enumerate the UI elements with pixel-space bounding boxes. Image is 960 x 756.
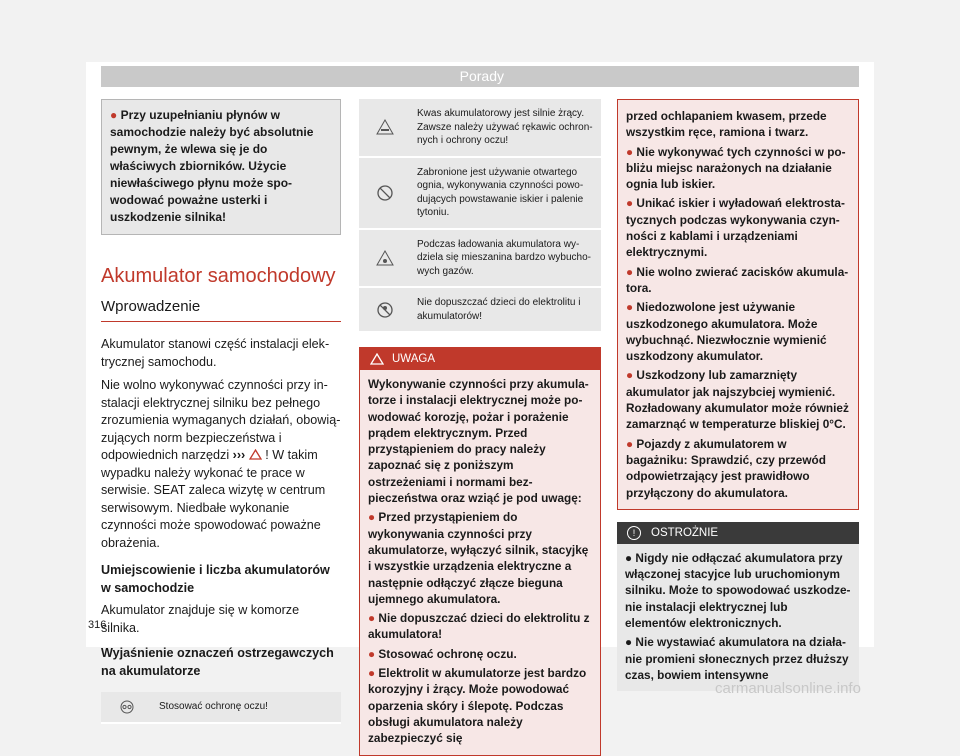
cell-icon — [359, 288, 411, 331]
paragraph-text: ! W takim wypadku należy wykonać te prace w serwisie. SEAT zaleca wizytę w centrum serwisowym. Niedbałe wykonanie czynności może spowodować poważne obrażenia. — [101, 448, 326, 550]
section-title: Porady — [459, 68, 504, 84]
symbol-row — [359, 99, 601, 158]
bullet: ● — [626, 368, 634, 383]
section-subtitle: Wprowadzenie — [101, 298, 201, 315]
warning-item — [626, 299, 850, 364]
warning-item-text: Stosować ochronę oczu. — [378, 646, 517, 661]
cell-icon — [101, 692, 153, 722]
warning-triangle-icon — [370, 353, 384, 365]
page-number: 316 — [88, 619, 107, 631]
bullet: ● — [368, 611, 376, 626]
warning-box — [359, 347, 601, 756]
eye-protection-icon — [119, 700, 135, 714]
warning-body — [618, 100, 858, 509]
paragraph: Akumulator stanowi część instalacji elektrycznej samochodu. — [101, 337, 330, 369]
cell-icon — [359, 158, 411, 228]
note-text: Przy uzupełnianiu płynów w samochodzie należy być absolutnie pewnym, że wlewa się je do właściwych zbiorników. Użycie niewłaściwego płynu może spowodować poważne usterki i uszkodzenie silnika! — [110, 108, 314, 224]
caution-item — [625, 550, 851, 631]
warning-item-text: Przed przystąpieniem do wykonywania czynności przy akumulatorze, wyłączyć silnik, stacyjkę i wszystkie urządzenia elektryczne a następnie odłączyć złącze bieguna ujemnego akumulatora. — [368, 510, 589, 606]
warning-item — [626, 144, 850, 193]
cell-text: Nie dopuszczać dzieci do elektrolitu i akumulatorów! — [417, 297, 581, 322]
warning-item — [626, 195, 850, 260]
warning-item — [626, 367, 850, 432]
keep-children-away-icon — [377, 302, 393, 318]
cell-text: Kwas akumulatorowy jest silnie żrący. Zawsze należy używać rękawic ochronnych i ochrony oczu! — [417, 108, 593, 146]
caution-box — [617, 522, 859, 691]
bullet: ● — [368, 666, 376, 681]
divider — [101, 321, 341, 322]
column-3 — [617, 99, 859, 691]
warning-title: UWAGA — [392, 353, 436, 365]
no-fire-icon — [377, 185, 393, 201]
cell-text: Podczas ładowania akumulatora wydziela się mieszanina bardzo wybuchowych gazów. — [417, 238, 591, 277]
caution-title: OSTROŻNIE — [651, 526, 719, 539]
warning-box-continued — [617, 99, 859, 510]
warning-item — [626, 436, 850, 501]
explosive-icon — [376, 250, 394, 266]
bullet: ● — [626, 144, 634, 159]
warning-item-text: Nie wolno zwierać zacisków akumulatora. — [626, 264, 849, 295]
caution-body — [617, 544, 859, 691]
caution-item — [625, 634, 851, 683]
warning-item-text: Pojazdy z akumulatorem w bagażniku: Sprawdzić, czy przewód odpowietrzający jest prawidłowo przyłączony do akumulatora. — [626, 436, 826, 500]
cell-text: Stosować ochronę oczu! — [159, 701, 268, 712]
warning-header — [360, 348, 600, 370]
cell-text: Zabronione jest używanie otwartego ognia, wykonywania czynności powodujących powstawanie iskier i palenie tytoniu. — [417, 166, 584, 218]
warning-item — [368, 646, 592, 662]
section-header — [101, 66, 859, 87]
caution-item-text: Nie wystawiać akumulatora na działanie promieni słonecznych przez dłuższy czas, bowiem intensywne — [625, 635, 849, 682]
warning-item-text: Elektrolit w akumulatorze jest bardzo korozyjny i żrący. Może powodować oparzenia skóry i ślepotę. Podczas obsługi akumulatora należy zabezpieczyć się — [368, 666, 587, 746]
warning-item — [368, 509, 592, 607]
paragraph: Akumulator znajduje się w komorze silnika. — [101, 603, 300, 635]
cell-icon — [359, 230, 411, 287]
warning-item — [368, 665, 592, 746]
bullet: ● — [368, 646, 376, 661]
paragraph-text: Nie wolno wykonywać czynności przy instalacji elektrycznej silniku bez pełnego zrozumienia wymaganych działań, obowiązujących norm bezpieczeństwa i odpowiednich narzędzi — [101, 378, 341, 462]
note-box — [101, 99, 341, 235]
symbol-row — [359, 230, 601, 289]
warning-item-text: Nie dopuszczać dzieci do elektrolitu z akumulatora! — [368, 611, 590, 642]
bullet: ● — [626, 196, 634, 211]
warning-continuation: przed ochlapaniem kwasem, przede wszystkim ręce, ramiona i twarz. — [626, 109, 827, 140]
bullet: ● — [625, 635, 633, 650]
caution-icon: ! — [627, 526, 641, 540]
bullet: ● — [625, 550, 633, 565]
watermark: carmanualsonline.info — [715, 680, 861, 697]
caution-header — [617, 522, 859, 544]
corrosive-icon — [376, 119, 394, 135]
caution-item-text: Nigdy nie odłączać akumulatora przy włączonej stacyjce lub uruchomionym silniku. Może to spowodować uszkodzenie instalacji elektrycznej lub elementów elektronicznych. — [625, 550, 851, 631]
link-arrow[interactable]: ››› — [232, 448, 246, 462]
paragraph — [101, 377, 341, 552]
warning-triangle-icon — [249, 449, 262, 460]
warning-item — [626, 264, 850, 297]
column-2 — [359, 99, 601, 756]
warning-item-text: Niedozwolone jest używanie uszkodzonego akumulatora. Może wybuchnąć. Niezwłocznie wymienić uszkodzony akumulator. — [626, 300, 827, 364]
bullet: ● — [626, 300, 634, 315]
warning-item-text: Nie wykonywać tych czynności w pobliżu miejsc narażonych na działanie ognia lub iskier. — [626, 144, 846, 192]
bullet: ● — [368, 510, 376, 525]
subheading: Umiejscowienie i liczba akumulatorów w samochodzie — [101, 563, 330, 595]
warning-item — [368, 610, 592, 643]
cell-icon — [359, 99, 411, 156]
bullet: ● — [110, 108, 118, 122]
column-1 — [101, 99, 341, 724]
subheading: Wyjaśnienie oznaczeń ostrzegawczych na akumulatorze — [101, 646, 334, 678]
warning-intro: Wykonywanie czynności przy akumulatorze i instalacji elektrycznej może powodować korozję, pożar i porażenie prądem elektrycznym. Przed przystąpieniem do pracy należy zapoznać się z poniższym ostrzeżeniami i normami bezpieczeństwa oraz wziąć je pod uwagę: — [368, 377, 589, 506]
warning-item-text: Uszkodzony lub zamarznięty akumulator jak najszybciej wymienić. Rozładowany akumulator może również zamarznąć w temperaturze bliskiej 0°C. — [626, 368, 849, 432]
warning-body — [360, 370, 600, 755]
symbol-row — [359, 288, 601, 333]
chapter-title: Akumulator samochodowy — [101, 265, 336, 287]
bullet: ● — [626, 264, 634, 279]
symbol-row — [359, 158, 601, 230]
bullet: ● — [626, 436, 634, 451]
warning-item-text: Unikać iskier i wyładowań elektrostatycznych podczas wykonywania czynności z kablami i urządzeniami elektrycznymi. — [626, 196, 845, 260]
